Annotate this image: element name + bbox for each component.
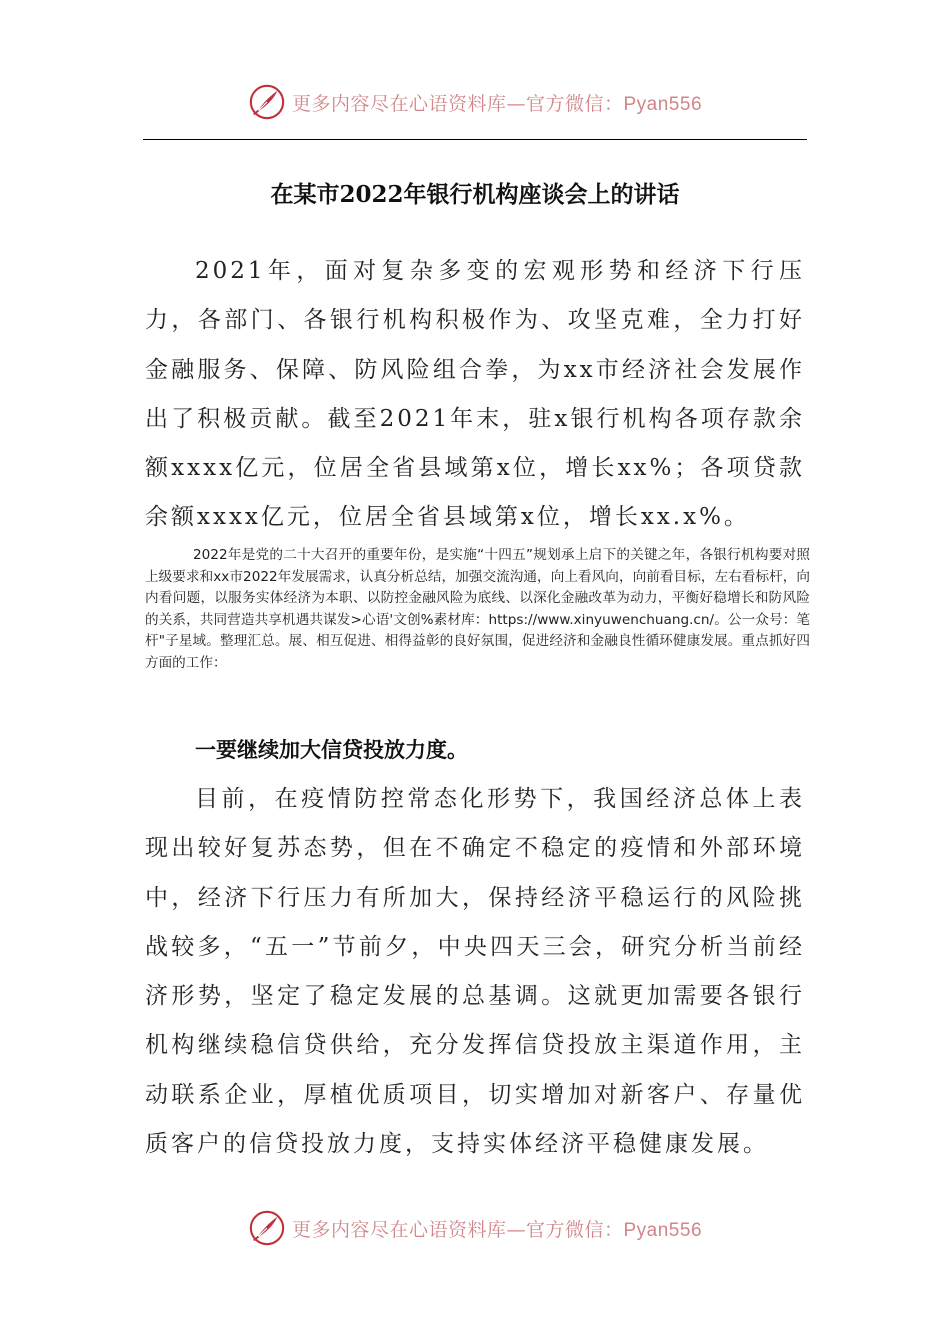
quill-pen-logo-icon	[248, 83, 286, 121]
paragraph-2: 2022年是党的二十大召开的重要年份，是实施“十四五”规划承上启下的关键之年，各银行机构要对照上级要求和xx市2022年发展需求，认真分析总结，加强交流沟通，向上看风向，向前看目标，左右看标杆，向内看问题，以服务实体经济为本职、以防控金融风险为底线、以深化金融改革为动力，平衡好稳增长和防风险的关系，共同营造共享机遇共谋发>心语'文创%素材库：https://www.xinyuwenchuang.cn/。公一众号：笔杆"子星域。整理汇总。展、相互促进、相得益彰的良好氛围，促进经济和金融良性循环健康发展。重点抓好四方面的工作：	[145, 547, 810, 671]
section-heading-1: 一要继续加大信贷投放力度。	[195, 738, 468, 762]
header-divider	[143, 139, 807, 140]
paragraph-3: 目前，在疫情防控常态化形势下，我国经济总体上表现出较好复苏态势，但在不确定不稳定的疫情和外部环境中，经济下行压力有所加大，保持经济平稳运行的风险挑战较多，“五一”节前夕，中央四天三会，研究分析当前经济形势，坚定了稳定发展的总基调。这就更加需要各银行机构继续稳信贷供给，充分发挥信贷投放主渠道作用，主动联系企业，厚植优质项目，切实增加对新客户、存量优质客户的信贷投放力度，支持实体经济平稳健康发展。	[145, 786, 805, 1158]
paragraph-1: 2021年，面对复杂多变的宏观形势和经济下行压力，各部门、各银行机构积极作为、攻坚克难，全力打好金融服务、保障、防风险组合拳，为xx市经济社会发展作出了积极贡献。截至2021年末，驻x银行机构各项存款余额xxxx亿元，位居全省县域第x位，增长xx%；各项贷款余额xxxx亿元，位居全省县域第x位，增长xx.x%。	[145, 258, 805, 531]
banner-text: 更多内容尽在心语资料库—官方微信：Pyan556	[291, 1218, 703, 1241]
document-title: 在某市2022年银行机构座谈会上的讲话	[270, 181, 680, 208]
header-banner	[0, 80, 950, 124]
quill-pen-logo-icon	[248, 1209, 286, 1247]
wechat-id: Pyan556	[623, 1219, 703, 1241]
banner-text: 更多内容尽在心语资料库—官方微信：Pyan556	[291, 92, 703, 115]
wechat-id: Pyan556	[623, 93, 703, 115]
footer-banner	[0, 1206, 950, 1250]
